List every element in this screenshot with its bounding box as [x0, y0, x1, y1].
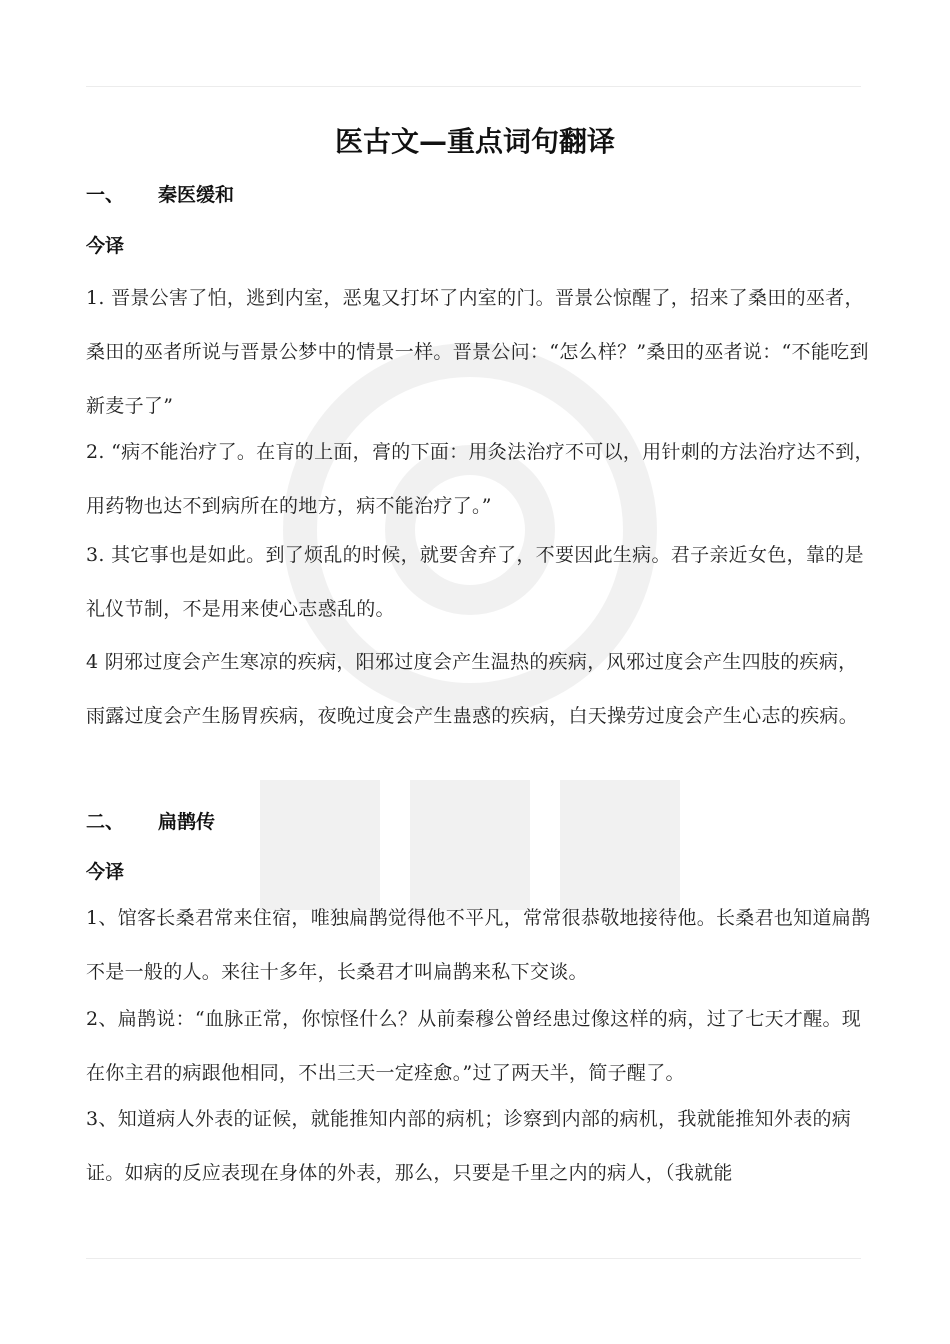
paragraph-1-1: 1. 晋景公害了怕，逃到内室，恶鬼又打坏了内室的门。晋景公惊醒了，招来了桑田的巫者，桑田的巫者所说与晋景公梦中的情景一样。晋景公问：“怎么样？”桑田的巫者说：“不能吃到新麦子了”	[86, 287, 869, 417]
section-title: 秦医缓和	[158, 184, 235, 206]
paragraph-1-2: 2. “病不能治疗了。在肓的上面，膏的下面：用灸法治疗不可以，用针刺的方法治疗达不到，用药物也达不到病所在的地方，病不能治疗了。”	[86, 441, 874, 517]
paragraph-2-1: 1、馆客长桑君常来住宿，唯独扁鹊觉得他不平凡，常常很恭敬地接待他。长桑君也知道扁鹊不是一般的人。来往十多年，长桑君才叫扁鹊来私下交谈。	[86, 907, 871, 983]
section-subheading-2: 今译	[86, 861, 125, 883]
paragraph-2-2: 2、扁鹊说：“血脉正常，你惊怪什么？从前秦穆公曾经患过像这样的病，过了七天才醒。现在你主君的病跟他相同，不出三天一定痊愈。”过了两天半，简子醒了。	[86, 1008, 862, 1084]
section-subheading-1: 今译	[86, 235, 125, 257]
section-heading-2	[86, 807, 215, 834]
paragraph-1-3: 3. 其它事也是如此。到了烦乱的时候，就要舍弃了，不要因此生病。君子亲近女色，靠的是礼仪节制，不是用来使心志惑乱的。	[86, 544, 864, 620]
section-title: 扁鹊传	[158, 811, 216, 833]
header-rule	[86, 86, 861, 87]
paragraph-2-3: 3、知道病人外表的证候，就能推知内部的病机；诊察到内部的病机，我就能推知外表的病证。如病的反应表现在身体的外表，那么，只要是千里之内的病人，（我就能	[86, 1108, 852, 1184]
paragraph-1-4: 4 阴邪过度会产生寒凉的疾病，阳邪过度会产生温热的疾病，风邪过度会产生四肢的疾病，雨露过度会产生肠胃疾病，夜晚过度会产生蛊惑的疾病，白天操劳过度会产生心志的疾病。	[86, 651, 859, 727]
section-number: 二、	[86, 811, 125, 833]
footer-rule	[86, 1258, 861, 1259]
section-heading-1	[86, 180, 234, 207]
section-number: 一、	[86, 184, 125, 206]
page-title: 医古文—重点词句翻译	[334, 125, 615, 158]
